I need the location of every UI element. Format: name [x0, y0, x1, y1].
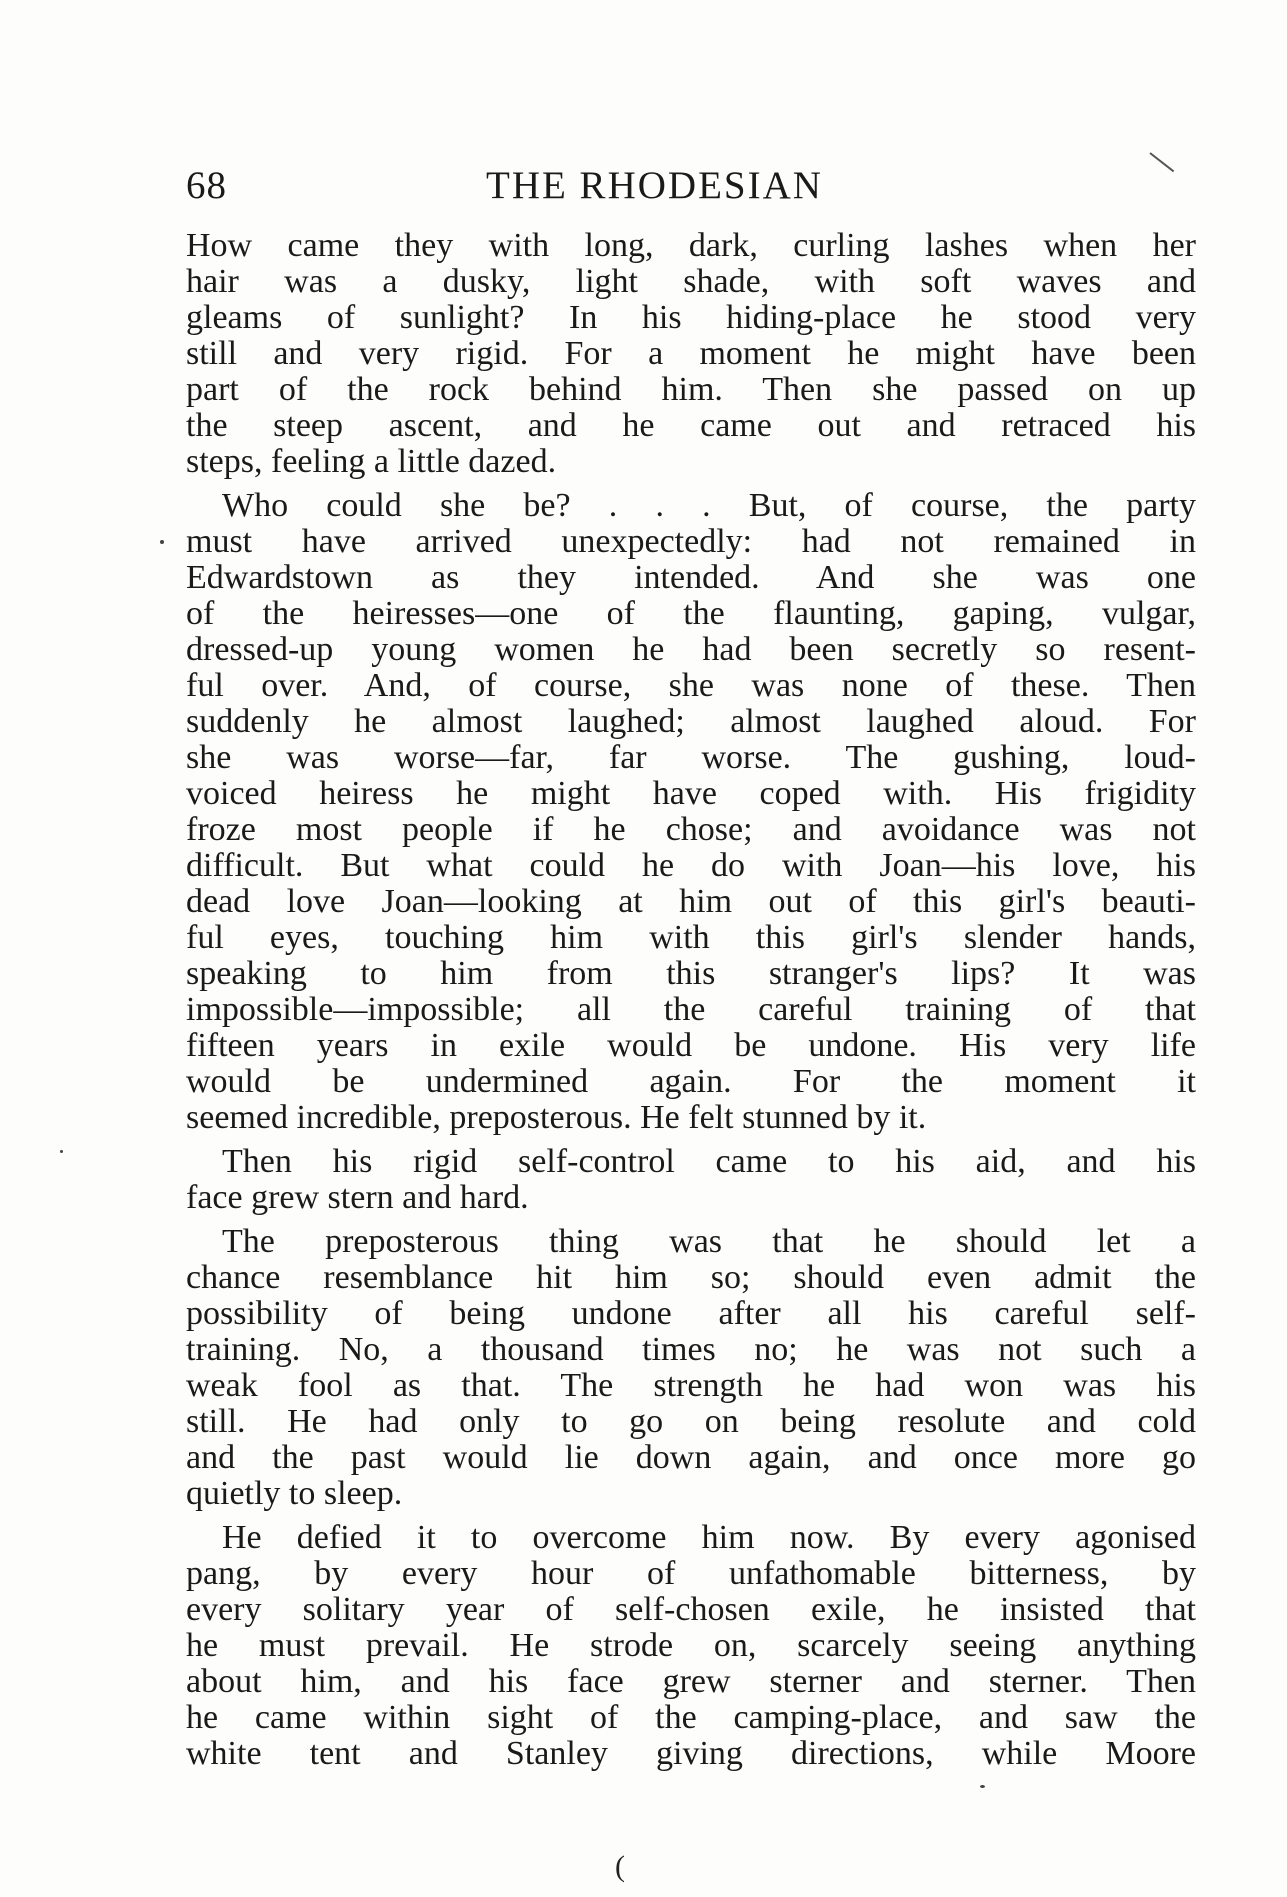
text-line: Edwardstown as they intended. And she was one [186, 559, 1196, 596]
text-line: and the past would lie down again, and once more go [186, 1439, 1196, 1476]
text-line: voiced heiress he might have coped with. His frigidity [186, 775, 1196, 812]
text-line: ful over. And, of course, she was none of these. Then [186, 667, 1196, 704]
text-line: difficult. But what could he do with Joan—his love, his [186, 847, 1196, 884]
text-line: fifteen years in exile would be undone. His very life [186, 1027, 1196, 1064]
running-header [186, 160, 1196, 212]
text-line: part of the rock behind him. Then she passed on up [186, 371, 1196, 408]
text-line: weak fool as that. The strength he had won was his [186, 1367, 1196, 1404]
text-line: about him, and his face grew sterner and sterner. Then [186, 1663, 1196, 1700]
footer-mark: ( [615, 1850, 625, 1883]
text-line: speaking to him from this stranger's lips? It was [186, 955, 1196, 992]
body-text [186, 228, 1196, 1780]
text-line: froze most people if he chose; and avoidance was not [186, 811, 1196, 848]
text-line: Who could she be? . . . But, of course, the party [222, 487, 1196, 524]
paragraph-2 [186, 488, 1196, 1136]
text-line: How came they with long, dark, curling lashes when her [186, 227, 1196, 264]
text-line: she was worse—far, far worse. The gushing, loud- [186, 739, 1196, 776]
print-speck [60, 1150, 63, 1153]
text-line: of the heiresses—one of the flaunting, gaping, vulgar, [186, 595, 1196, 632]
text-line: hair was a dusky, light shade, with soft waves and [186, 263, 1196, 300]
text-line: steps, feeling a little dazed. [186, 443, 557, 480]
text-line: would be undermined again. For the moment it [186, 1063, 1196, 1100]
text-line: every solitary year of self-chosen exile, he insisted that [186, 1591, 1196, 1628]
text-line: still and very rigid. For a moment he might have been [186, 335, 1196, 372]
page-number: 68 [186, 164, 227, 207]
paragraph-3 [186, 1144, 1196, 1216]
text-line: dead love Joan—looking at him out of this girl's beauti- [186, 883, 1196, 920]
text-line: quietly to sleep. [186, 1475, 403, 1512]
text-line: possibility of being undone after all his careful self- [186, 1295, 1196, 1332]
text-line: white tent and Stanley giving directions, while Moore [186, 1735, 1196, 1772]
paragraph-4 [186, 1224, 1196, 1512]
text-line: suddenly he almost laughed; almost laughed aloud. For [186, 703, 1196, 740]
text-line: still. He had only to go on being resolute and cold [186, 1403, 1196, 1440]
print-speck [160, 540, 164, 544]
text-line: gleams of sunlight? In his hiding-place he stood very [186, 299, 1196, 336]
text-line: he came within sight of the camping-place, and saw the [186, 1699, 1196, 1736]
text-line: dressed-up young women he had been secretly so resent- [186, 631, 1196, 668]
running-title: THE RHODESIAN [486, 164, 823, 207]
text-line: he must prevail. He strode on, scarcely seeing anything [186, 1627, 1196, 1664]
text-line: chance resemblance hit him so; should even admit the [186, 1259, 1196, 1296]
text-line: The preposterous thing was that he should let a [222, 1223, 1196, 1260]
text-line: seemed incredible, preposterous. He felt stunned by it. [186, 1099, 927, 1136]
text-line: the steep ascent, and he came out and retraced his [186, 407, 1196, 444]
text-line: pang, by every hour of unfathomable bitterness, by [186, 1555, 1196, 1592]
text-line: face grew stern and hard. [186, 1179, 529, 1216]
text-line: He defied it to overcome him now. By every agonised [222, 1519, 1196, 1556]
text-line: must have arrived unexpectedly: had not remained in [186, 523, 1196, 560]
text-line: ful eyes, touching him with this girl's slender hands, [186, 919, 1196, 956]
paragraph-1 [186, 228, 1196, 480]
text-line: Then his rigid self-control came to his aid, and his [222, 1143, 1196, 1180]
print-speck [980, 1785, 985, 1788]
text-line: impossible—impossible; all the careful training of that [186, 991, 1196, 1028]
paragraph-5 [186, 1520, 1196, 1772]
text-line: training. No, a thousand times no; he was not such a [186, 1331, 1196, 1368]
